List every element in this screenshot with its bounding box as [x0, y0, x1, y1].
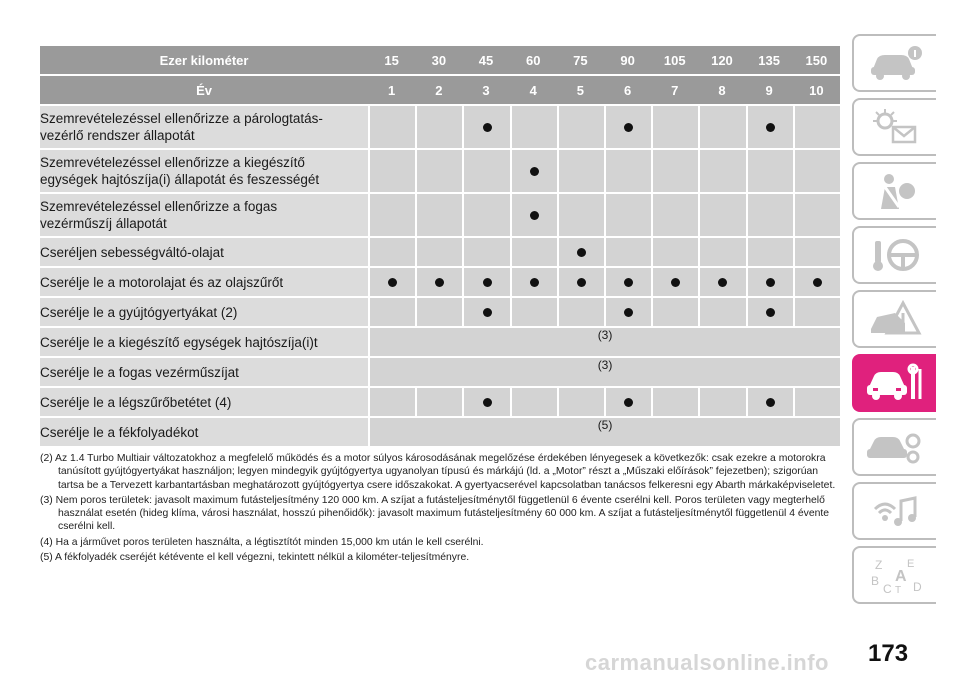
check-dot-icon	[530, 167, 539, 176]
schedule-cell	[415, 106, 462, 150]
tab-multimedia[interactable]	[852, 482, 936, 540]
schedule-cell	[651, 268, 698, 298]
table-row	[40, 194, 840, 238]
row-label	[40, 268, 368, 298]
schedule-cell	[651, 194, 698, 238]
check-dot-icon	[766, 278, 775, 287]
table-row	[40, 106, 840, 150]
row-label-line: Szemrevételezéssel ellenőrizze a párologtatás-	[40, 111, 323, 126]
row-label	[40, 418, 368, 448]
tab-index[interactable]	[852, 546, 936, 604]
index-letter: C	[883, 582, 892, 595]
index-letter: E	[907, 558, 915, 570]
schedule-cell	[557, 194, 604, 238]
check-dot-icon	[813, 278, 822, 287]
schedule-cell	[510, 238, 557, 268]
km-header-row-value: 15	[368, 46, 415, 76]
chapter-sidebar	[852, 34, 942, 610]
schedule-cell	[368, 150, 415, 194]
year-header-row-value: 10	[793, 76, 840, 106]
year-header-row-value: 8	[698, 76, 745, 106]
table-row	[40, 238, 840, 268]
row-label-line: Cserélje le a kiegészítő egységek hajtószíja(i)t	[40, 334, 318, 350]
schedule-cell	[698, 298, 745, 328]
tab-technical-data[interactable]	[852, 418, 936, 476]
schedule-cell	[604, 298, 651, 328]
check-dot-icon	[577, 278, 586, 287]
schedule-cell	[746, 298, 793, 328]
km-header-row-value: 30	[415, 46, 462, 76]
km-header-row-value: 135	[746, 46, 793, 76]
tab-driving[interactable]	[852, 226, 936, 284]
index-letter: D	[913, 580, 922, 594]
index-letter: B	[871, 574, 880, 588]
year-header-row-value: 6	[604, 76, 651, 106]
schedule-cell	[651, 150, 698, 194]
schedule-cell	[793, 238, 840, 268]
page-number: 173	[868, 640, 909, 667]
row-label-line: Szemrevételezéssel ellenőrizze a kiegészítő	[40, 155, 305, 170]
schedule-cell	[651, 298, 698, 328]
schedule-cell	[557, 106, 604, 150]
car-info-icon	[865, 43, 925, 83]
schedule-cell	[415, 238, 462, 268]
footnote: (3) Nem poros területek: javasolt maximum futásteljesítmény 120 000 km. A szíjat a futásteljesítménytől függetlenül 6 évente cserélni kell. Poros területen vagy megterhelő használat esetén (hideg klíma, városi használat, hosszú pihenőidők): javasolt maximum futásteljesítmény 60 000 km. A szíjat a futásteljesítménytől függetlenül 4 évente cserélni kell.	[40, 494, 830, 533]
footnote: (4) Ha a járművet poros területen használta, a légtisztítót minden 15,000 km után le kell cserélni.	[40, 536, 484, 548]
year-header-row-value: 9	[746, 76, 793, 106]
schedule-cell	[510, 268, 557, 298]
year-header-row-value: 4	[510, 76, 557, 106]
year-header-row-value: 2	[415, 76, 462, 106]
schedule-cell	[793, 194, 840, 238]
schedule-cell	[415, 194, 462, 238]
multimedia-icon	[865, 491, 925, 531]
km-header-row-value: 120	[698, 46, 745, 76]
row-label-line: Cserélje le a fékfolyadékot	[40, 424, 199, 440]
schedule-cell	[462, 150, 509, 194]
row-label-line: egységek hajtószíja(i) állapotát és feszességét	[40, 172, 320, 187]
schedule-cell	[746, 150, 793, 194]
check-dot-icon	[766, 123, 775, 132]
check-dot-icon	[483, 123, 492, 132]
footnote-ref-cell: (5)	[368, 418, 840, 448]
schedule-cell	[604, 388, 651, 418]
schedule-cell	[510, 150, 557, 194]
schedule-cell	[368, 388, 415, 418]
schedule-cell	[698, 238, 745, 268]
check-dot-icon	[766, 308, 775, 317]
row-label-line: Cserélje le a motorolajat és az olajszűrőt	[40, 274, 284, 290]
safety-icon	[865, 171, 925, 211]
schedule-cell	[793, 150, 840, 194]
schedule-cell	[651, 388, 698, 418]
year-header-row-value: 5	[557, 76, 604, 106]
schedule-cell	[557, 388, 604, 418]
maintenance-icon	[865, 363, 925, 403]
schedule-cell	[746, 268, 793, 298]
schedule-cell	[793, 106, 840, 150]
watermark: carmanualsonline.info	[585, 650, 829, 675]
check-dot-icon	[483, 278, 492, 287]
row-label	[40, 106, 368, 150]
schedule-cell	[746, 106, 793, 150]
check-dot-icon	[530, 278, 539, 287]
row-label	[40, 238, 368, 268]
check-dot-icon	[530, 211, 539, 220]
table-row	[40, 150, 840, 194]
schedule-cell	[415, 268, 462, 298]
schedule-cell	[368, 238, 415, 268]
check-dot-icon	[435, 278, 444, 287]
footnote-ref-cell: (3)	[368, 358, 840, 388]
km-header-row-value: 150	[793, 46, 840, 76]
index-letter: A	[895, 568, 907, 585]
table-row	[40, 298, 840, 328]
index-letter: T	[895, 585, 902, 595]
schedule-cell	[462, 106, 509, 150]
schedule-cell	[698, 194, 745, 238]
check-dot-icon	[483, 308, 492, 317]
schedule-cell	[368, 194, 415, 238]
km-header-row-value: 60	[510, 46, 557, 76]
check-dot-icon	[766, 398, 775, 407]
schedule-cell	[415, 150, 462, 194]
schedule-cell	[557, 238, 604, 268]
index-letter: Z	[875, 558, 883, 572]
check-dot-icon	[624, 278, 633, 287]
km-header-row-value: 45	[462, 46, 509, 76]
technical-data-icon	[865, 427, 925, 467]
km-header-row	[40, 46, 840, 76]
row-label-line: Cserélje le a légszűrőbetétet (4)	[40, 394, 232, 410]
schedule-cell	[604, 106, 651, 150]
schedule-cell	[368, 298, 415, 328]
table-row	[40, 388, 840, 418]
km-header-row-label: Ezer kilométer	[40, 46, 368, 76]
year-header-row	[40, 76, 840, 106]
check-dot-icon	[624, 398, 633, 407]
schedule-cell	[746, 238, 793, 268]
schedule-cell	[368, 268, 415, 298]
row-label-line: Cserélje le a fogas vezérműszíjat	[40, 364, 239, 380]
row-label	[40, 358, 368, 388]
check-dot-icon	[577, 248, 586, 257]
tab-car-info[interactable]	[852, 34, 936, 92]
schedule-cell	[462, 238, 509, 268]
schedule-cell	[698, 268, 745, 298]
km-header-row-value: 105	[651, 46, 698, 76]
row-label	[40, 388, 368, 418]
schedule-cell	[462, 194, 509, 238]
row-label	[40, 150, 368, 194]
schedule-cell	[510, 106, 557, 150]
schedule-cell	[746, 194, 793, 238]
check-dot-icon	[718, 278, 727, 287]
table-row	[40, 358, 840, 388]
schedule-cell	[698, 150, 745, 194]
table-row	[40, 328, 840, 358]
tab-warning-lights[interactable]	[852, 98, 936, 156]
footnote-ref-cell: (3)	[368, 328, 840, 358]
driving-icon	[865, 235, 925, 275]
schedule-cell	[793, 298, 840, 328]
row-label	[40, 298, 368, 328]
schedule-cell	[557, 298, 604, 328]
row-label-line: Szemrevételezéssel ellenőrizze a fogas	[40, 199, 278, 214]
schedule-cell	[604, 268, 651, 298]
row-label-line: vezérműszíj állapotát	[40, 216, 167, 231]
schedule-cell	[557, 150, 604, 194]
year-header-row-label: Év	[40, 76, 368, 106]
schedule-cell	[462, 388, 509, 418]
schedule-cell	[604, 194, 651, 238]
schedule-cell	[604, 238, 651, 268]
schedule-cell	[462, 268, 509, 298]
warning-lights-icon	[865, 107, 925, 147]
row-label	[40, 194, 368, 238]
schedule-cell	[368, 106, 415, 150]
check-dot-icon	[624, 123, 633, 132]
footnote: (2) Az 1.4 Turbo Multiair változatokhoz a megfelelő működés és a motor súlyos károsodásának megelőzése érdekében lényegesek a következők: csak ezekre a motorokra tanúsított gyújtógyertyákat használjon; legyen mindegyik gyújtógyertya ugyanolyan típusú és márkájú (ld. a „Motor” részt a „Műszaki előírások” fejezetben); szigorúan tartsa be a Tervezett karbantartásban meghatározott gyújtógyertya csere időszakokat. A gyertyacserével kapcsolatban tanácsos felkeresni egy Abarth márkaképviseletet.	[40, 453, 836, 491]
km-header-row-value: 75	[557, 46, 604, 76]
schedule-cell	[793, 388, 840, 418]
table-row	[40, 418, 840, 448]
footnote: (5) A fékfolyadék cseréjét kétévente el kell végezni, tekintett nélkül a kilométer-teljesítményre.	[40, 552, 470, 564]
year-header-row-value: 1	[368, 76, 415, 106]
check-dot-icon	[388, 278, 397, 287]
km-header-row-value: 90	[604, 46, 651, 76]
tab-emergency[interactable]	[852, 290, 936, 348]
row-label-line: Cseréljen sebességváltó-olajat	[40, 244, 224, 260]
schedule-cell	[698, 388, 745, 418]
check-dot-icon	[624, 308, 633, 317]
year-header-row-value: 3	[462, 76, 509, 106]
tab-maintenance[interactable]	[852, 354, 936, 412]
row-label-line: Cserélje le a gyújtógyertyákat (2)	[40, 304, 238, 320]
schedule-cell	[793, 268, 840, 298]
schedule-cell	[510, 298, 557, 328]
tab-safety[interactable]	[852, 162, 936, 220]
row-label	[40, 328, 368, 358]
table-row	[40, 268, 840, 298]
check-dot-icon	[483, 398, 492, 407]
schedule-cell	[462, 298, 509, 328]
schedule-cell	[604, 150, 651, 194]
schedule-cell	[557, 268, 604, 298]
schedule-cell	[415, 298, 462, 328]
schedule-cell	[698, 106, 745, 150]
schedule-cell	[415, 388, 462, 418]
schedule-cell	[651, 238, 698, 268]
check-dot-icon	[671, 278, 680, 287]
footnotes	[40, 452, 840, 566]
emergency-icon	[865, 299, 925, 339]
index-icon	[865, 555, 925, 595]
schedule-cell	[651, 106, 698, 150]
maintenance-schedule-table	[40, 46, 840, 448]
schedule-cell	[510, 194, 557, 238]
schedule-cell	[510, 388, 557, 418]
row-label-line: vezérlő rendszer állapotát	[40, 128, 195, 143]
year-header-row-value: 7	[651, 76, 698, 106]
schedule-cell	[746, 388, 793, 418]
